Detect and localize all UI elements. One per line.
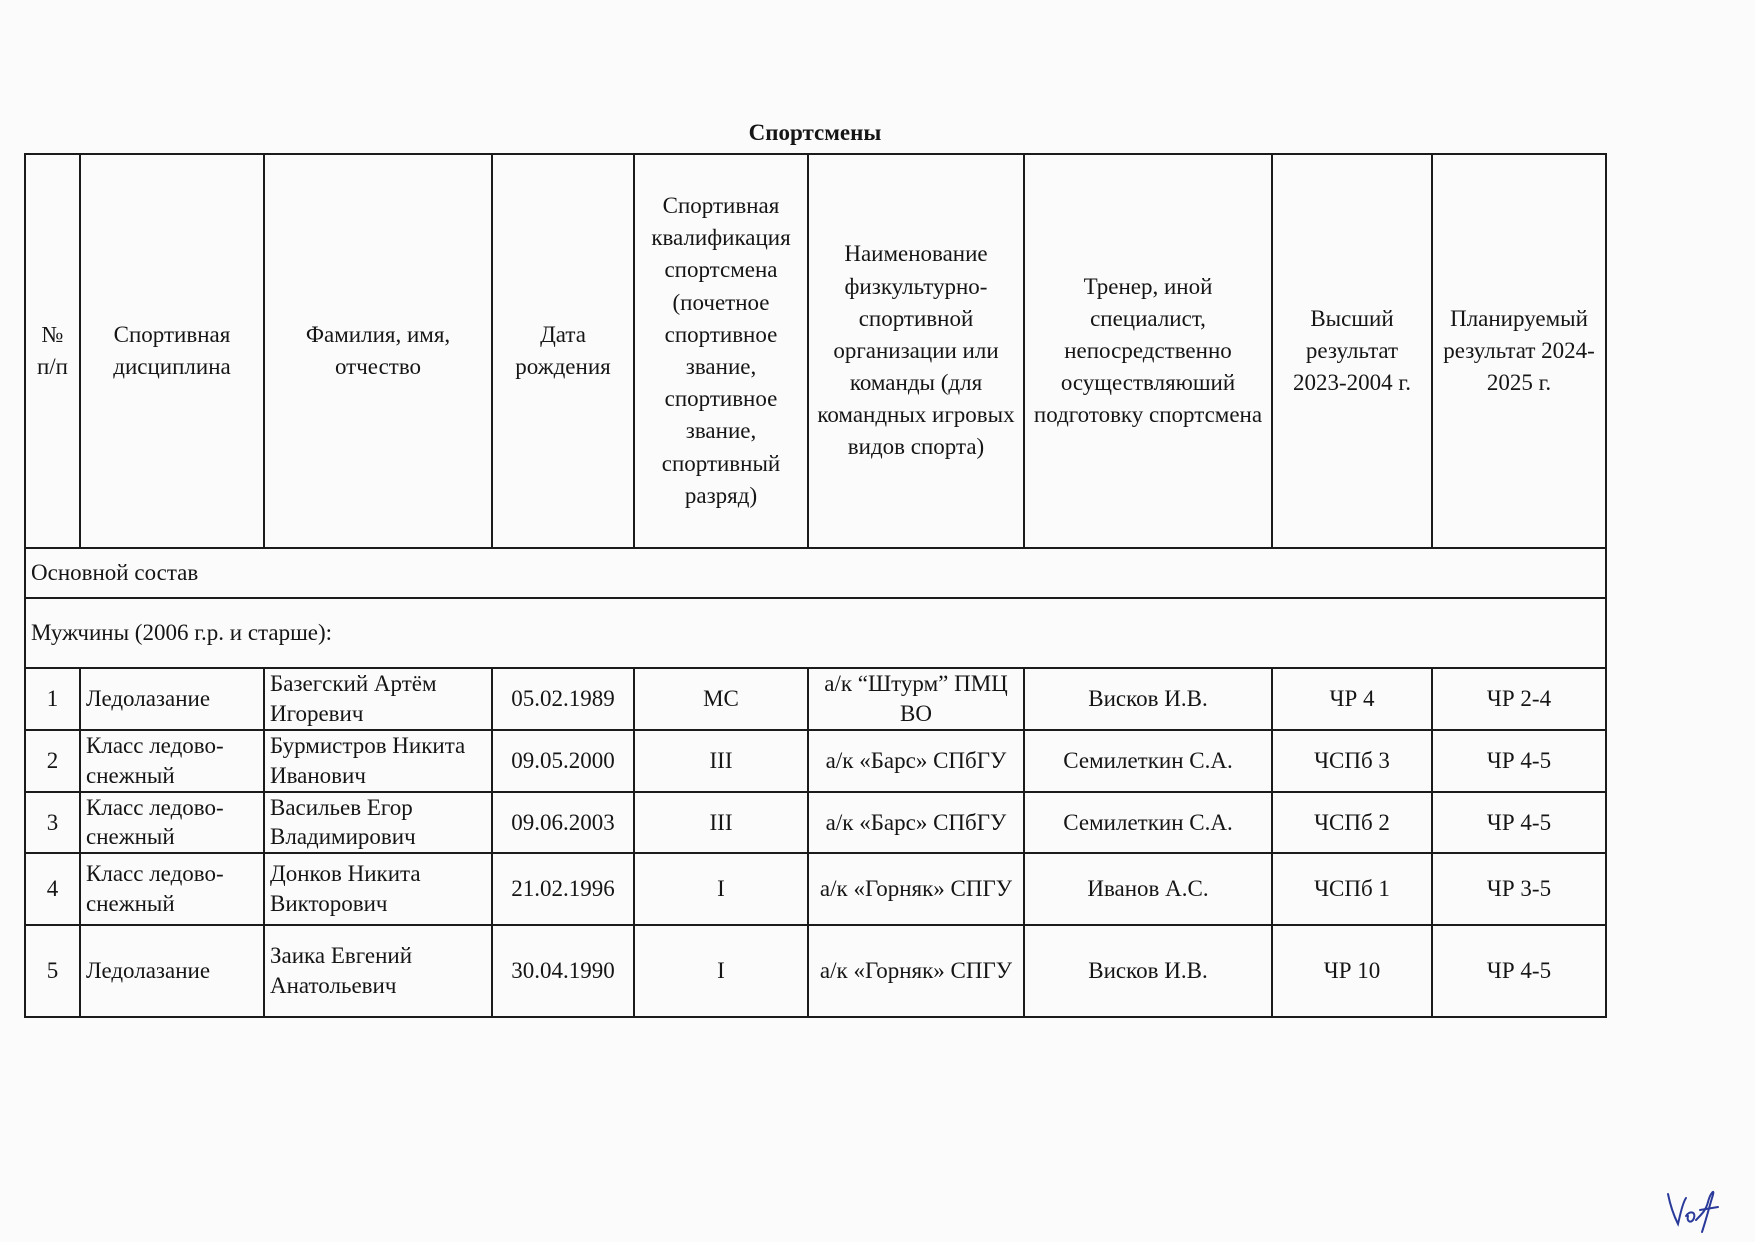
cell-birth-date: 05.02.1989 [492,668,634,730]
header-organization: Наименование физкультурно-спортивной организации или команды (для командных игровых видов спорта) [808,154,1024,548]
cell-qualification: III [634,730,808,792]
cell-birth-date: 09.06.2003 [492,792,634,854]
cell-qualification: I [634,925,808,1017]
cell-full-name: Васильев Егор Владимирович [264,792,492,854]
cell-organization: а/к «Барс» СПбГУ [808,792,1024,854]
cell-best-result: ЧР 4 [1272,668,1432,730]
table-row [25,925,1606,1017]
cell-organization: а/к «Горняк» СПГУ [808,853,1024,925]
cell-qualification: МС [634,668,808,730]
cell-planned-result: ЧР 4-5 [1432,925,1606,1017]
handwritten-signature-icon [1662,1180,1722,1236]
athletes-table [24,153,1607,1018]
cell-best-result: ЧСПб 3 [1272,730,1432,792]
cell-coach: Висков И.В. [1024,668,1272,730]
header-birth-date: Дата рождения [492,154,634,548]
document-title: Спортсмены [748,120,882,145]
section-row [25,548,1606,598]
cell-discipline: Класс ледово-снежный [80,853,264,925]
table-row [25,792,1606,854]
cell-organization: а/к «Горняк» СПГУ [808,925,1024,1017]
table-row [25,730,1606,792]
cell-number: 1 [25,668,80,730]
header-full-name: Фамилия, имя, отчество [264,154,492,548]
header-number: № п/п [25,154,80,548]
cell-number: 3 [25,792,80,854]
cell-qualification: III [634,792,808,854]
header-qualification: Спортивная квалификация спортсмена (почетное спортивное звание, спортивное звание, спортивный разряд) [634,154,808,548]
table-header-row [25,154,1606,548]
cell-number: 5 [25,925,80,1017]
cell-birth-date: 09.05.2000 [492,730,634,792]
cell-best-result: ЧР 10 [1272,925,1432,1017]
cell-full-name: Бурмистров Никита Иванович [264,730,492,792]
cell-planned-result: ЧР 4-5 [1432,792,1606,854]
cell-discipline: Ледолазание [80,925,264,1017]
cell-coach: Иванов А.С. [1024,853,1272,925]
cell-discipline: Ледолазание [80,668,264,730]
cell-planned-result: ЧР 4-5 [1432,730,1606,792]
cell-qualification: I [634,853,808,925]
subgroup-title: Мужчины (2006 г.р. и старше): [25,598,1606,668]
header-discipline: Спортивная дисциплина [80,154,264,548]
cell-coach: Висков И.В. [1024,925,1272,1017]
cell-discipline: Класс ледово-снежный [80,792,264,854]
cell-discipline: Класс ледово-снежный [80,730,264,792]
table-row [25,853,1606,925]
cell-birth-date: 21.02.1996 [492,853,634,925]
cell-organization: а/к “Штурм” ПМЦ ВО [808,668,1024,730]
table-row [25,668,1606,730]
cell-best-result: ЧСПб 2 [1272,792,1432,854]
header-coach: Тренер, иной специалист, непосредственно осуществляюший подготовку спортсмена [1024,154,1272,548]
section-title: Основной состав [25,548,1606,598]
cell-coach: Семилеткин С.А. [1024,792,1272,854]
header-best-result: Высший результат 2023-2004 г. [1272,154,1432,548]
subgroup-row [25,598,1606,668]
cell-full-name: Донков Никита Викторович [264,853,492,925]
cell-full-name: Базегский Артём Игоревич [264,668,492,730]
cell-number: 2 [25,730,80,792]
cell-birth-date: 30.04.1990 [492,925,634,1017]
cell-number: 4 [25,853,80,925]
header-planned-result: Планируемый результат 2024-2025 г. [1432,154,1606,548]
cell-full-name: Заика Евгений Анатольевич [264,925,492,1017]
cell-planned-result: ЧР 2-4 [1432,668,1606,730]
cell-coach: Семилеткин С.А. [1024,730,1272,792]
cell-planned-result: ЧР 3-5 [1432,853,1606,925]
cell-best-result: ЧСПб 1 [1272,853,1432,925]
cell-organization: а/к «Барс» СПбГУ [808,730,1024,792]
